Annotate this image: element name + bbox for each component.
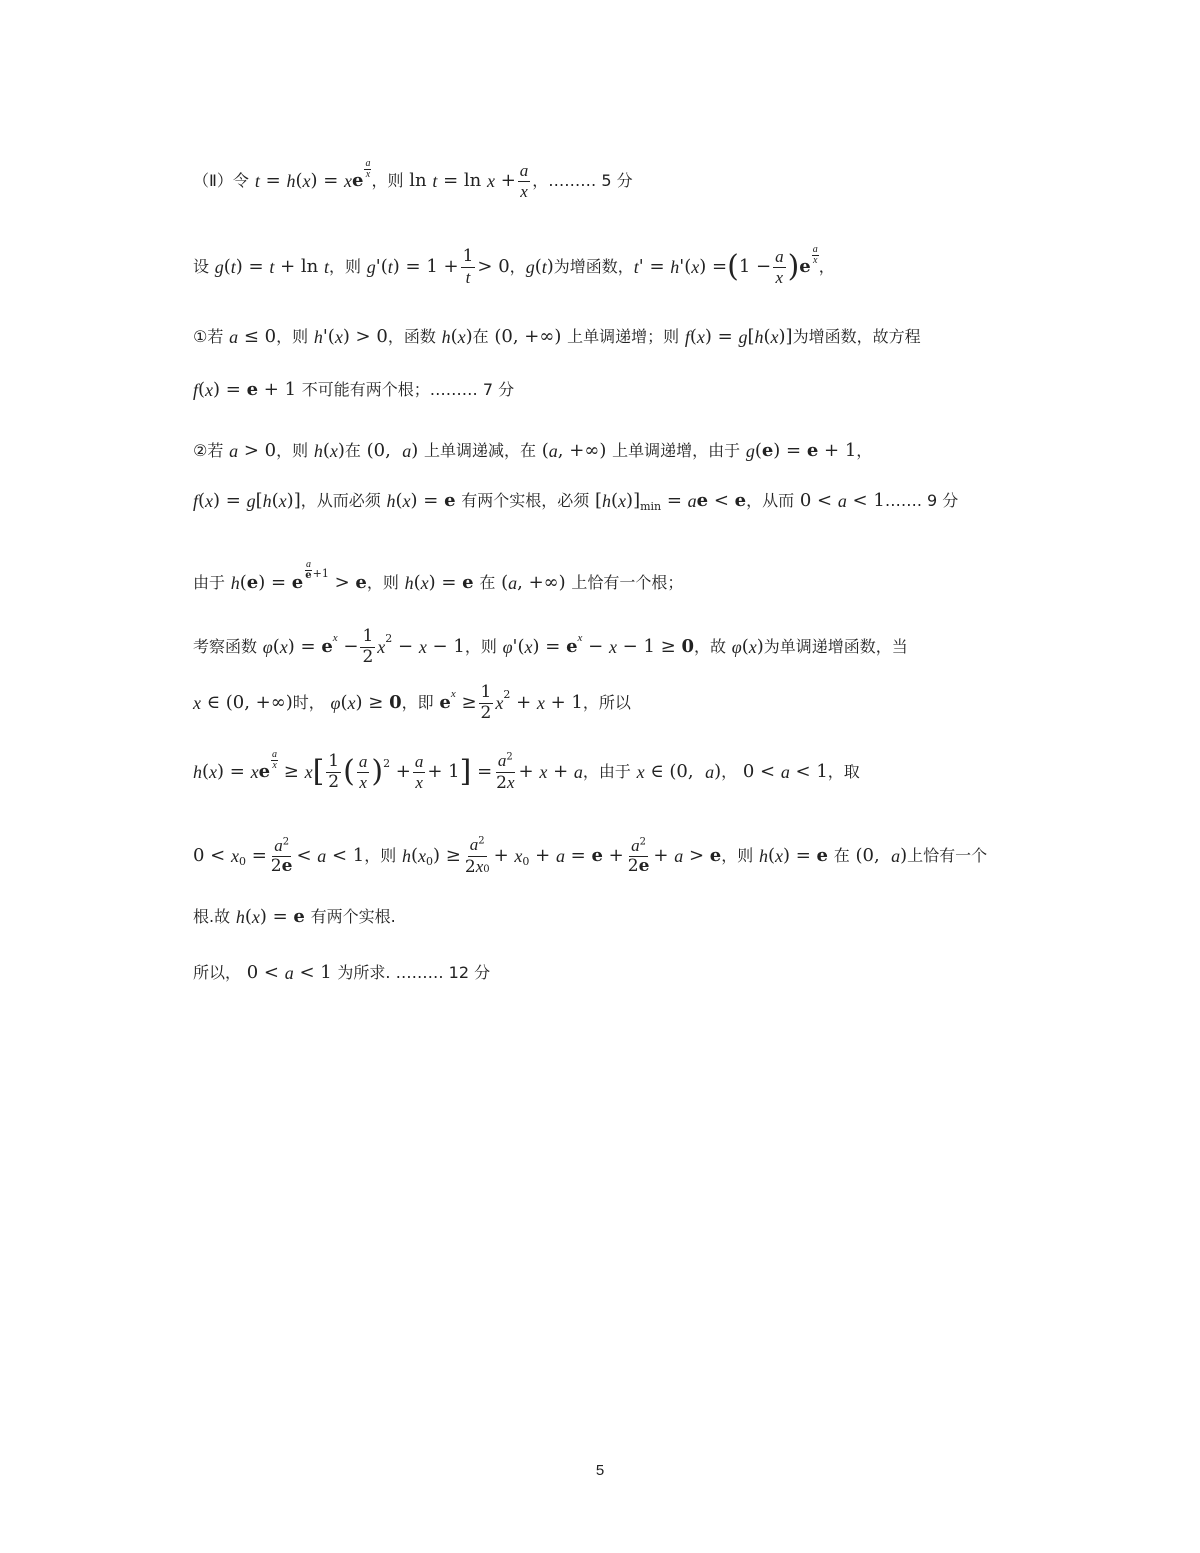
solution-line-9: x ∈ (0, +∞) 时， φ ( x ) ≥ 0 ，即 e x ≥ $\frac{1}{2}$ x 2 + x + 1 ，所以 [193, 682, 631, 723]
solution-line-3: ①若 a ≤ 0 ，则 h '( x ) > 0 ，函数 h ( x ) 在 (0, +∞) 上单调递增；则 f ( x ) = g [ h ( x )] 为增函数，故方程 [193, 326, 921, 347]
solution-line-13: 所以， 0 < a < 1 为所求. ……… 12 分 [193, 962, 491, 983]
solution-line-11: 0 < x 0 = $\frac{a^2}{2e}$ < a < 1 ，则 h ( x 0 ) ≥ $\frac{a^2}{2x0}$ + x 0 + a = e + $\frac{a^2}{2e}$ + a > e ，则 h ( x ) = e 在 (0, a ) 上恰有一个 [193, 835, 988, 877]
solution-line-6: f ( x ) = g [ h ( x )] ，从而必须 h ( x ) = e 有两个实根，必须 [ h ( x )] min = a e < e ，从而 0 < a < 1 ……. 9 分 [193, 490, 959, 513]
solution-line-2: 设 g ( t ) = t + ln t ，则 g '( t ) = 1 + $\frac{1}{t}$ > 0 ， g ( t ) 为增函数， t ' = h '( x ) = ( 1 − $\frac{a}{x}$ ) e $\frac{a}{x}$ ， [193, 243, 835, 287]
solution-line-4: f ( x ) = e + 1 不可能有两个根；……… 7 分 [193, 379, 515, 400]
page-number: 5 [595, 1462, 605, 1479]
solution-line-1: （Ⅱ）令 t = h ( x ) = x e $\frac{a}{x}$ ，则 ln t = ln x + $\frac{a}{x}$ ，……… 5 分 [193, 157, 633, 201]
solution-line-5: ②若 a > 0 ，则 h ( x ) 在 (0, a ) 上单调递减，在 ( a , +∞) 上单调递增，由于 g ( e ) = e + 1 ， [193, 440, 873, 461]
solution-line-10: h ( x ) = x e $\frac{a}{x}$ ≥ x [ $\frac{1}{2}$ ( $\frac{a}{x}$ ) 2 + $\frac{a}{x}$ + 1 ] = $\frac{a^2}{2x}$ + x + a ，由于 x ∈ (0, a ) ， 0 < a < 1 ，取 [193, 748, 860, 793]
solution-line-7: 由于 h ( e ) = e $\frac{a}{e}$ +1 > e ，则 h ( x ) = e 在 ( a , +∞) 上恰有一个根； [193, 559, 684, 593]
solution-line-8: 考察函数 φ ( x ) = e x − $\frac{1}{2}$ x 2 − x − 1 ，则 φ '( x ) = e x − x − 1 ≥ 0 ，故 φ ( x ) 为单调递增函数，当 [193, 626, 908, 667]
solution-line-12: 根.故 h ( x ) = e 有两个实根. [193, 906, 396, 927]
